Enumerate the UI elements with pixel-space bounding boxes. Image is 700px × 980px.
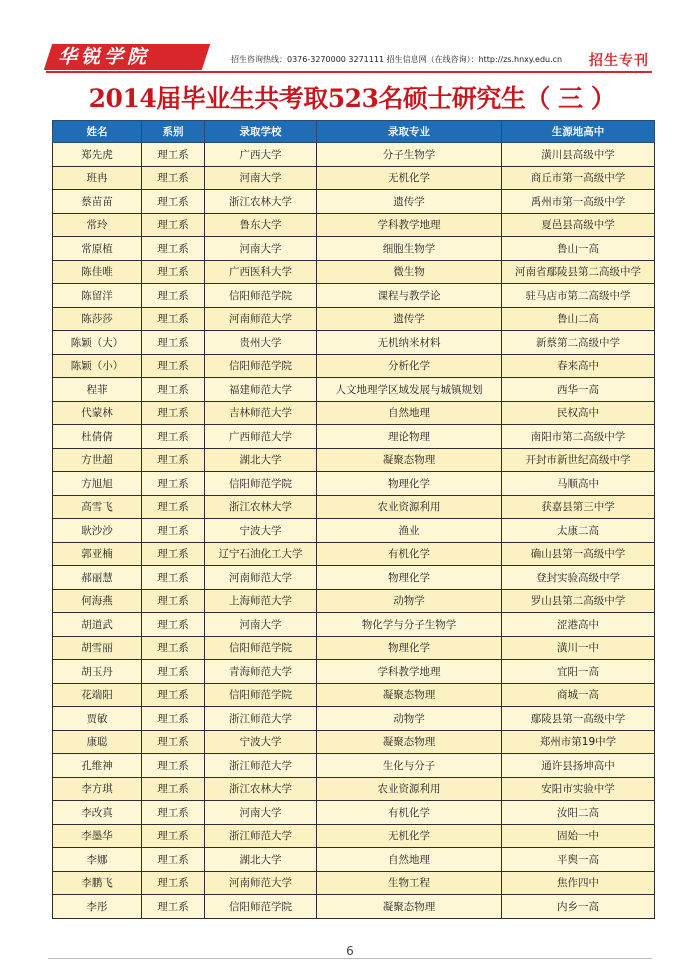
cell-name: 康聪 [53,730,142,754]
cell-high-school: 潢川县高级中学 [502,143,655,167]
cell-department: 理工系 [142,801,205,825]
cell-high-school: 获嘉县第三中学 [502,495,655,519]
cell-school: 宁波大学 [205,519,317,543]
cell-school: 青海师范大学 [205,660,317,684]
cell-major: 凝聚态物理 [317,683,502,707]
cell-high-school: 宜阳一高 [502,660,655,684]
cell-high-school: 商城一高 [502,683,655,707]
cell-department: 理工系 [142,166,205,190]
cell-school: 河南师范大学 [205,566,317,590]
cell-high-school: 开封市新世纪高级中学 [502,448,655,472]
cell-school: 河南师范大学 [205,307,317,331]
cell-major: 人文地理学区域发展与城镇规划 [317,378,502,402]
table-row [53,401,655,425]
table-row [53,683,655,707]
table-row [53,777,655,801]
cell-school: 河南大学 [205,613,317,637]
cell-high-school: 平舆一高 [502,848,655,872]
cell-school: 河南大学 [205,166,317,190]
contact-info: 招生咨询热线：0376-3270000 3271111 招生信息网（在线咨询）：http://zs.hnxy.edu.cn [231,55,563,64]
cell-name: 李娜 [53,848,142,872]
cell-school: 浙江农林大学 [205,777,317,801]
cell-department: 理工系 [142,824,205,848]
cell-high-school: 焦作四中 [502,871,655,895]
cell-major: 农业资源利用 [317,777,502,801]
cell-school: 信阳师范学院 [205,636,317,660]
cell-department: 理工系 [142,707,205,731]
cell-major: 遗传学 [317,190,502,214]
cell-high-school: 固始一中 [502,824,655,848]
cell-major: 学科教学地理 [317,660,502,684]
cell-high-school: 河南省鄢陵县第二高级中学 [502,260,655,284]
cell-major: 渔业 [317,519,502,543]
cell-name: 陈颖（小） [53,354,142,378]
cell-name: 胡道武 [53,613,142,637]
cell-name: 陈颖（大） [53,331,142,355]
cell-school: 上海师范大学 [205,589,317,613]
cell-high-school: 南阳市第二高级中学 [502,425,655,449]
cell-major: 课程与教学论 [317,284,502,308]
cell-school: 浙江师范大学 [205,707,317,731]
cell-department: 理工系 [142,190,205,214]
cell-school: 广西医科大学 [205,260,317,284]
cell-department: 理工系 [142,542,205,566]
cell-name: 常原植 [53,237,142,261]
cell-major: 有机化学 [317,801,502,825]
page-title: 2014届毕业生共考取523名硕士研究生（ 三 ） [88,84,616,113]
cell-name: 方世超 [53,448,142,472]
cell-department: 理工系 [142,589,205,613]
cell-department: 理工系 [142,331,205,355]
cell-name: 程菲 [53,378,142,402]
cell-school: 河南大学 [205,237,317,261]
table-row [53,660,655,684]
cell-major: 细胞生物学 [317,237,502,261]
table-row [53,801,655,825]
cell-name: 耿沙沙 [53,519,142,543]
cell-name: 郑先虎 [53,143,142,167]
table-row [53,448,655,472]
cell-school: 浙江师范大学 [205,824,317,848]
table-row [53,354,655,378]
cell-name: 李鹏飞 [53,871,142,895]
cell-department: 理工系 [142,401,205,425]
table-row [53,472,655,496]
cell-name: 胡玉丹 [53,660,142,684]
cell-major: 凝聚态物理 [317,730,502,754]
cell-name: 方旭旭 [53,472,142,496]
cell-name: 班冉 [53,166,142,190]
cell-major: 生物工程 [317,871,502,895]
table-row [53,824,655,848]
cell-school: 吉林师范大学 [205,401,317,425]
cell-high-school: 郑州市第19中学 [502,730,655,754]
table-row [53,260,655,284]
table-row [53,331,655,355]
cell-name: 胡雪丽 [53,636,142,660]
cell-high-school: 驻马店市第二高级中学 [502,284,655,308]
cell-department: 理工系 [142,213,205,237]
cell-school: 广西师范大学 [205,425,317,449]
cell-department: 理工系 [142,871,205,895]
cell-major: 动物学 [317,589,502,613]
table-row [53,284,655,308]
cell-major: 农业资源利用 [317,495,502,519]
cell-major: 生化与分子 [317,754,502,778]
header-divider [46,71,652,73]
cell-name: 李改真 [53,801,142,825]
cell-major: 凝聚态物理 [317,448,502,472]
cell-high-school: 鲁山一高 [502,237,655,261]
cell-school: 信阳师范学院 [205,472,317,496]
cell-department: 理工系 [142,448,205,472]
table-row [53,378,655,402]
cell-department: 理工系 [142,848,205,872]
cell-high-school: 安阳市实验中学 [502,777,655,801]
cell-department: 理工系 [142,143,205,167]
school-logo: 华锐学院 [58,46,151,68]
cell-name: 陈佳唯 [53,260,142,284]
table-row [53,542,655,566]
cell-school: 鲁东大学 [205,213,317,237]
cell-department: 理工系 [142,378,205,402]
header-high-school: 生源地高中 [502,121,655,143]
cell-high-school: 潢川一中 [502,636,655,660]
cell-school: 河南大学 [205,801,317,825]
cell-major: 无机化学 [317,166,502,190]
cell-department: 理工系 [142,613,205,637]
cell-name: 陈莎莎 [53,307,142,331]
cell-high-school: 汝阳二高 [502,801,655,825]
header-name: 姓名 [53,121,142,143]
table-row [53,495,655,519]
cell-name: 郭亚楠 [53,542,142,566]
cell-name: 贾敏 [53,707,142,731]
cell-department: 理工系 [142,754,205,778]
cell-major: 自然地理 [317,401,502,425]
cell-major: 自然地理 [317,848,502,872]
table-row [53,589,655,613]
cell-school: 信阳师范学院 [205,284,317,308]
cell-school: 浙江农林大学 [205,495,317,519]
cell-school: 河南师范大学 [205,871,317,895]
cell-name: 李方琪 [53,777,142,801]
table-row [53,871,655,895]
cell-name: 代蒙林 [53,401,142,425]
cell-high-school: 夏邑县高级中学 [502,213,655,237]
cell-school: 信阳师范学院 [205,354,317,378]
cell-name: 蔡苗苗 [53,190,142,214]
cell-school: 贵州大学 [205,331,317,355]
cell-department: 理工系 [142,495,205,519]
cell-major: 分子生物学 [317,143,502,167]
table-row [53,754,655,778]
cell-name: 高雪飞 [53,495,142,519]
table-row [53,613,655,637]
table-row [53,848,655,872]
header-department: 系别 [142,121,205,143]
section-tag: 招生专刊 [589,53,649,69]
cell-department: 理工系 [142,237,205,261]
cell-name: 孔维神 [53,754,142,778]
cell-name: 李墨华 [53,824,142,848]
table-row [53,307,655,331]
page-number: 6 [346,944,354,958]
cell-department: 理工系 [142,777,205,801]
cell-school: 信阳师范学院 [205,683,317,707]
cell-major: 有机化学 [317,542,502,566]
table-row [53,166,655,190]
cell-department: 理工系 [142,307,205,331]
cell-major: 物理化学 [317,636,502,660]
cell-school: 信阳师范学院 [205,895,317,919]
cell-department: 理工系 [142,260,205,284]
table-body [53,143,655,919]
table-row [53,636,655,660]
header-admitted-major: 录取专业 [317,121,502,143]
cell-major: 微生物 [317,260,502,284]
cell-department: 理工系 [142,354,205,378]
cell-high-school: 西华一高 [502,378,655,402]
table-row [53,190,655,214]
cell-school: 广西大学 [205,143,317,167]
cell-department: 理工系 [142,472,205,496]
table-row [53,237,655,261]
cell-department: 理工系 [142,284,205,308]
cell-department: 理工系 [142,660,205,684]
cell-department: 理工系 [142,683,205,707]
cell-major: 物理化学 [317,472,502,496]
cell-name: 花端阳 [53,683,142,707]
cell-department: 理工系 [142,730,205,754]
table-row [53,566,655,590]
cell-name: 郝丽慧 [53,566,142,590]
cell-school: 湖北大学 [205,448,317,472]
page-header [0,0,700,80]
cell-department: 理工系 [142,636,205,660]
cell-school: 福建师范大学 [205,378,317,402]
footer-divider [48,958,652,959]
cell-major: 物化学与分子生物学 [317,613,502,637]
cell-major: 凝聚态物理 [317,895,502,919]
cell-name: 李彤 [53,895,142,919]
cell-school: 宁波大学 [205,730,317,754]
cell-name: 陈留洋 [53,284,142,308]
cell-department: 理工系 [142,519,205,543]
cell-major: 物理化学 [317,566,502,590]
cell-high-school: 鄢陵县第一高级中学 [502,707,655,731]
table-header-row [53,121,655,143]
cell-major: 遗传学 [317,307,502,331]
cell-high-school: 内乡一高 [502,895,655,919]
cell-high-school: 涩港高中 [502,613,655,637]
table-row [53,425,655,449]
cell-high-school: 太康二高 [502,519,655,543]
cell-name: 何海燕 [53,589,142,613]
cell-high-school: 通许县扬坤高中 [502,754,655,778]
cell-high-school: 马顺高中 [502,472,655,496]
cell-department: 理工系 [142,566,205,590]
header-admitted-school: 录取学校 [205,121,317,143]
cell-major: 无机纳米材料 [317,331,502,355]
cell-high-school: 商丘市第一高级中学 [502,166,655,190]
cell-name: 常玲 [53,213,142,237]
cell-major: 动物学 [317,707,502,731]
table-row [53,143,655,167]
cell-school: 辽宁石油化工大学 [205,542,317,566]
cell-high-school: 登封实验高级中学 [502,566,655,590]
table-row [53,213,655,237]
table-row [53,730,655,754]
cell-high-school: 确山县第一高级中学 [502,542,655,566]
cell-name: 杜倩倩 [53,425,142,449]
cell-school: 浙江农林大学 [205,190,317,214]
cell-major: 学科教学地理 [317,213,502,237]
table-row [53,895,655,919]
cell-high-school: 鲁山二高 [502,307,655,331]
admission-table [52,120,655,919]
cell-department: 理工系 [142,895,205,919]
cell-major: 分析化学 [317,354,502,378]
cell-school: 湖北大学 [205,848,317,872]
table-row [53,519,655,543]
table-row [53,707,655,731]
cell-high-school: 民权高中 [502,401,655,425]
cell-major: 无机化学 [317,824,502,848]
cell-school: 浙江师范大学 [205,754,317,778]
cell-high-school: 罗山县第二高级中学 [502,589,655,613]
cell-high-school: 禹州市第一高级中学 [502,190,655,214]
cell-department: 理工系 [142,425,205,449]
cell-high-school: 新蔡第二高级中学 [502,331,655,355]
cell-major: 理论物理 [317,425,502,449]
cell-high-school: 春来高中 [502,354,655,378]
